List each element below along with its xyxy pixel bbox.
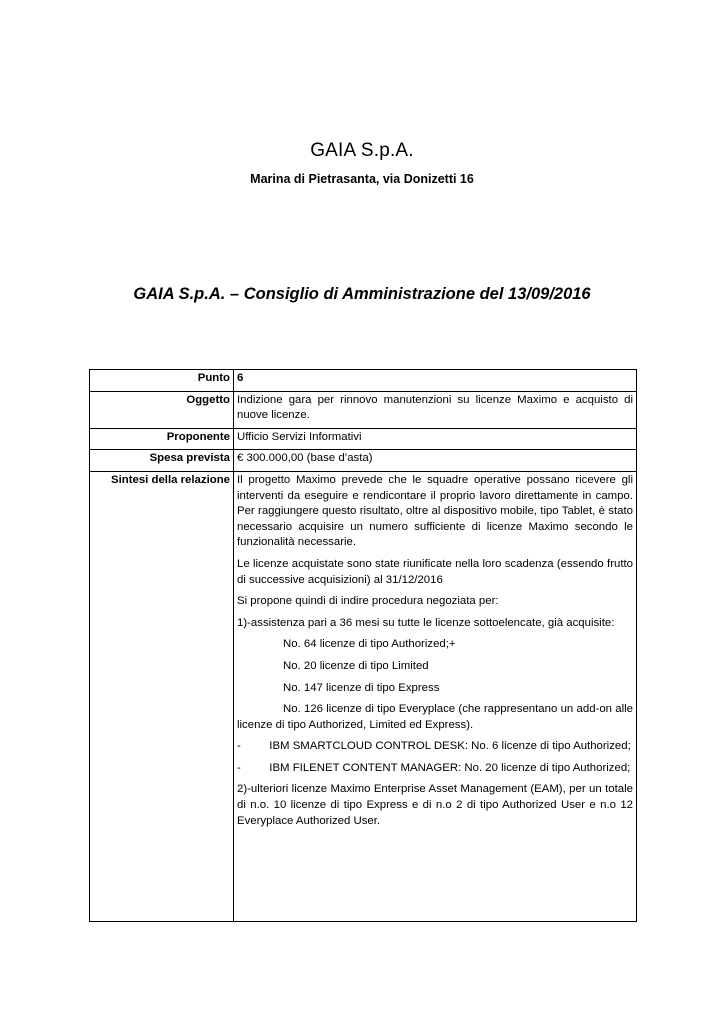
- proponente-value: Ufficio Servizi Informativi: [234, 428, 637, 450]
- punto-value: 6: [234, 370, 637, 392]
- spesa-value: € 300.000,00 (base d’asta): [234, 450, 637, 472]
- punto-label: Punto: [90, 370, 234, 392]
- meeting-title: GAIA S.p.A. – Consiglio di Amministrazione del 13/09/2016: [133, 285, 591, 303]
- sintesi-paragraph-5: 2)-ulteriori licenze Maximo Enterprise Asset Management (EAM), per un totale di n.o. 10 licenze di tipo Express e di n.o 2 di tipo Authorized User e n.o 12 Everyplace Authorized User.: [237, 783, 633, 827]
- license-item-limited: No. 20 licenze di tipo Limited: [283, 659, 429, 672]
- table-row-sintesi: [90, 471, 637, 921]
- sintesi-label: Sintesi della relazione: [90, 471, 234, 921]
- table-row-spesa: [90, 450, 637, 472]
- oggetto-value: Indizione gara per rinnovo manutenzioni su licenze Maximo e acquisto di nuove licenze.: [234, 391, 637, 428]
- license-item-authorized: No. 64 licenze di tipo Authorized;+: [283, 638, 456, 651]
- license-item-everyplace: No. 126 licenze di tipo Everyplace (che rappresentano un add-on alle licenze di tipo Authorized, Limited ed Express).: [237, 703, 633, 731]
- sintesi-paragraph-2: Le licenze acquistate sono state riunificate nella loro scadenza (essendo frutto di successive acquisizioni) al 31/12/2016: [237, 557, 633, 586]
- proponente-label: Proponente: [90, 428, 234, 450]
- sintesi-paragraph-3: Si propone quindi di indire procedura negoziata per:: [237, 595, 499, 608]
- license-item-smartcloud: - IBM SMARTCLOUD CONTROL DESK: No. 6 licenze di tipo Authorized;: [237, 740, 631, 753]
- license-item-express: No. 147 licenze di tipo Express: [283, 681, 440, 694]
- sintesi-paragraph-4: 1)-assistenza pari a 36 mesi su tutte le licenze sottoelencate, già acquisite:: [237, 616, 615, 629]
- oggetto-label: Oggetto: [90, 391, 234, 428]
- company-address: Marina di Pietrasanta, via Donizetti 16: [250, 172, 474, 186]
- license-item-filenet: - IBM FILENET CONTENT MANAGER: No. 20 licenze di tipo Authorized;: [237, 761, 631, 774]
- sintesi-value: [234, 471, 637, 921]
- table-row-proponente: [90, 428, 637, 450]
- company-name: GAIA S.p.A.: [310, 140, 414, 161]
- table-row-punto: [90, 370, 637, 392]
- table-row-oggetto: [90, 391, 637, 428]
- spesa-label: Spesa prevista: [90, 450, 234, 472]
- sintesi-paragraph-1: Il progetto Maximo prevede che le squadre operative possano ricevere gli interventi da eseguire e rendicontare il proprio lavoro direttamente in campo. Per raggiungere questo risultato, oltre al dispositivo mobile, tipo Tablet, è stato necessario acquisire un numero sufficiente di licenze Maximo secondo le funzionalità necessarie.: [237, 473, 633, 549]
- resolution-table: [89, 369, 637, 922]
